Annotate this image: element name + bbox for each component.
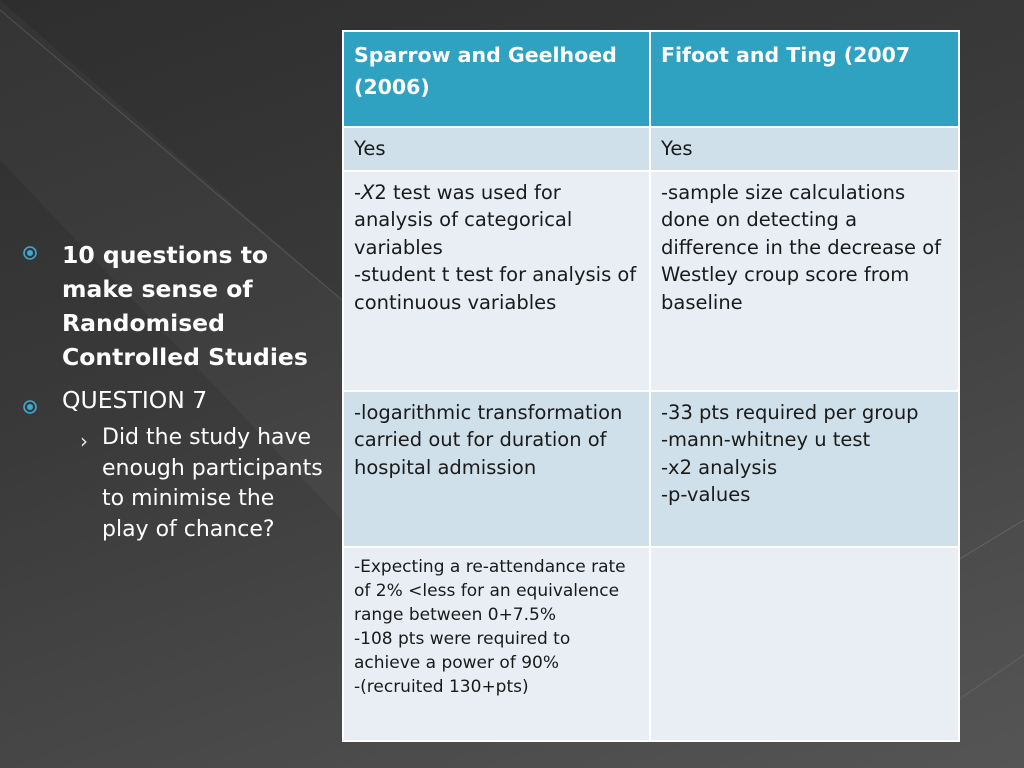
table-cell: [343, 391, 650, 547]
sub-bullet: [22, 423, 327, 545]
table-cell: [343, 547, 650, 742]
circle-bullet-icon: [22, 399, 38, 415]
header-fifoot-ting: Fifoot and Ting (2007: [650, 31, 959, 127]
table-header-row: [343, 31, 959, 127]
table-cell: [650, 171, 959, 391]
cell-text: 2 test was used for analysis of categorical variables: [354, 180, 573, 259]
sub-bullet-text: Did the study have enough participants to minimise the play of chance?: [102, 425, 323, 542]
cell-text: -p-values: [661, 483, 751, 506]
cell-text: -Expecting a re-attendance rate of 2% <less for an equivalence range between 0+7.5%: [354, 556, 626, 625]
cell-text: -33 pts required per group: [661, 400, 919, 424]
table-row: [343, 547, 959, 742]
cell-text: -108 pts were required to achieve a power of 90%: [354, 628, 571, 673]
cell-text-italic: X: [361, 180, 375, 204]
cell-text: -(recruited 130+pts): [354, 676, 529, 697]
bullet-question: [22, 383, 327, 417]
cell-text-prefix: -: [354, 180, 362, 204]
comparison-table: [342, 30, 960, 742]
table-cell-empty: [650, 547, 959, 742]
header-sparrow-geelhoed: Sparrow and Geelhoed (2006): [343, 31, 650, 127]
cell-text: -logarithmic transformation carried out for duration of hospital admission: [354, 400, 623, 479]
circle-bullet-icon: [22, 245, 38, 261]
table-cell: [343, 171, 650, 391]
bullet-list: [22, 238, 327, 545]
table-cell: Yes: [650, 127, 959, 171]
bullet-main-topic: [22, 238, 327, 374]
table-row: [343, 127, 959, 171]
table-row: [343, 391, 959, 547]
cell-text: -mann-whitney u test: [661, 428, 871, 451]
cell-text: -student t test for analysis of continuous variables: [354, 263, 637, 314]
cell-text: -sample size calculations done on detecting a difference in the decrease of Westley croup score from baseline: [661, 180, 942, 314]
chevron-right-icon: ›: [80, 429, 88, 453]
bullet-question-text: QUESTION 7: [62, 386, 208, 414]
table-cell: Yes: [343, 127, 650, 171]
cell-text: -x2 analysis: [661, 455, 778, 479]
table-cell: [650, 391, 959, 547]
bullet-main-text: 10 questions to make sense of Randomised Controlled Studies: [62, 241, 308, 371]
table-row: [343, 171, 959, 391]
